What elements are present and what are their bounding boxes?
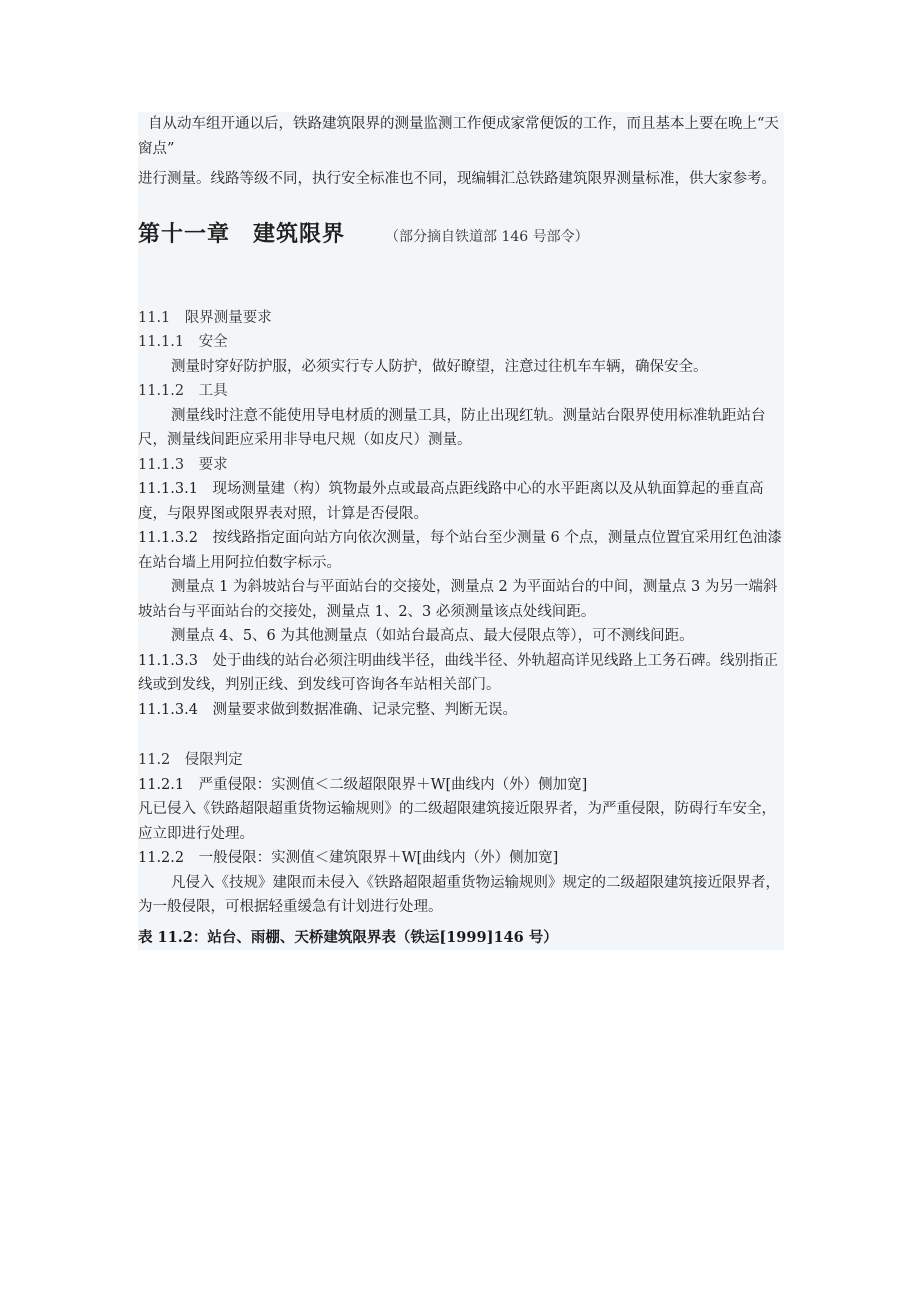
subsection-heading-11-1-3: 11.1.3 要求 xyxy=(138,456,228,473)
tools-text: 测量线时注意不能使用导电材质的测量工具，防止出现红轨。测量站台限界使用标准轨距站台尺，测量线间距应采用非导电尺规（如皮尺）测量。 xyxy=(138,407,766,448)
subsection-heading-11-1-2: 11.1.2 工具 xyxy=(138,383,228,399)
requirement-11-1-3-1: 11.1.3.1 现场测量建（构）筑物最外点或最高点距线路中心的水平距离以及从轨面算起的垂直高度，与限界图或限界表对照，计算是否侵限。 xyxy=(138,481,764,522)
requirement-11-1-3-4: 11.1.3.4 测量要求做到数据准确、记录完整、判断无误。 xyxy=(138,701,517,718)
safety-text: 测量时穿好防护服，必须实行专人防护，做好瞭望，注意过往机车车辆，确保安全。 xyxy=(171,358,708,375)
other-points-text: 测量点 4、5、6 为其他测量点（如站台最高点、最大侵限点等），可不测线间距。 xyxy=(171,628,694,644)
spacer xyxy=(138,266,784,306)
section-heading-11-2: 11.2 侵限判定 xyxy=(138,752,243,768)
severe-intrusion-text: 凡已侵入《铁路超限超重货物运输规则》的二级超限建筑接近限界者，为严重侵限，防碍行车安全，应立即进行处理。 xyxy=(138,801,776,842)
measure-points-text: 测量点 1 为斜坡站台与平面站台的交接处，测量点 2 为平面站台的中间，测量点 3 为另一端斜坡站台与平面站台的交接处，测量点 1、2、3 必须测量该点处线间距。 xyxy=(138,579,778,620)
chapter-note: （部分摘自铁道部 146 号部令） xyxy=(385,228,589,245)
general-intrusion-text: 凡侵入《技规》建限而未侵入《铁路超限超重货物运输规则》规定的二级超限建筑接近限界者，为一般侵限，可根据轻重缓急有计划进行处理。 xyxy=(138,874,780,915)
chapter-title: 第十一章 建筑限界 xyxy=(138,220,346,247)
subsection-heading-11-1-1: 11.1.1 安全 xyxy=(138,334,228,350)
chapter-heading xyxy=(138,222,784,266)
spacer xyxy=(138,192,784,218)
table-caption: 表 11.2：站台、雨棚、天桥建筑限界表（铁运[1999]146 号） xyxy=(138,928,558,946)
intro-paragraph-1: 自从动车组开通以后，铁路建筑限界的测量监测工作便成家常便饭的工作，而且基本上要在晚上“天窗点” xyxy=(138,116,779,157)
intro-paragraph-2: 进行测量。线路等级不同，执行安全标准也不同，现编辑汇总铁路建筑限界测量标准，供大家参考。 xyxy=(138,171,776,187)
subsection-heading-11-2-1: 11.2.1 严重侵限：实测值＜二级超限限界＋W[曲线内（外）侧加宽] xyxy=(138,776,588,793)
document-body xyxy=(138,112,784,950)
subsection-heading-11-2-2: 11.2.2 一般侵限：实测值＜建筑限界＋W[曲线内（外）侧加宽] xyxy=(138,850,559,866)
requirement-11-1-3-2: 11.1.3.2 按线路指定面向站方向依次测量，每个站台至少测量 6 个点，测量点位置宜采用红色油漆在站台墙上用阿拉伯数字标示。 xyxy=(138,530,782,571)
spacer xyxy=(138,722,784,748)
requirement-11-1-3-3: 11.1.3.3 处于曲线的站台必须注明曲线半径，曲线半径、外轨超高详见线路上工务石碑。线别指正线或到发线，判别正线、到发线可咨询各车站相关部门。 xyxy=(138,652,778,693)
section-heading-11-1: 11.1 限界测量要求 xyxy=(138,309,272,326)
